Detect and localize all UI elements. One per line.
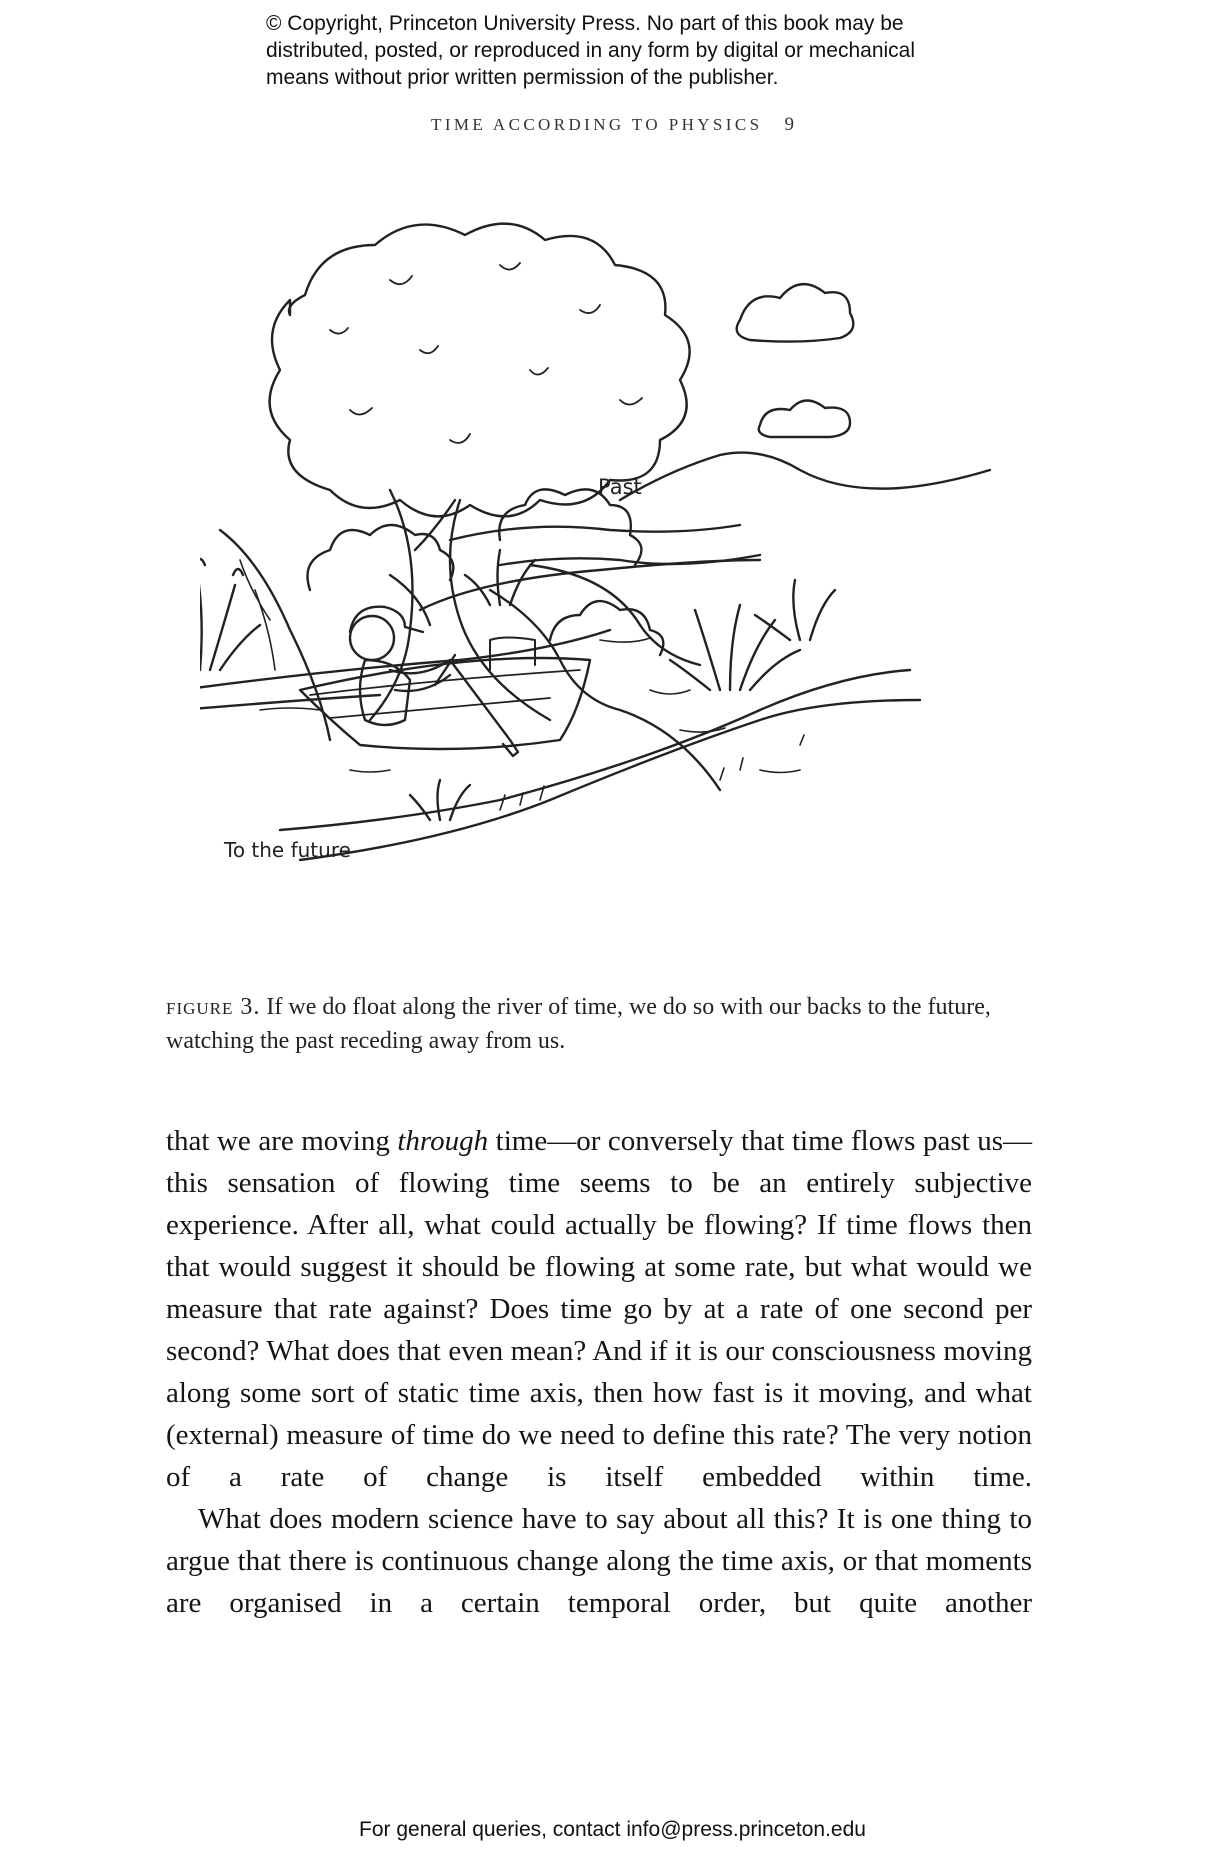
text-run: time—or conversely that time flows past us—this sensation of flowing time seems to be an entirely subjective experience. After all, what could actually be flowing? If time flows then that would suggest it should be flowing at some rate, but what would we measure that rate against? Does time go by at a rate of one second per second? What does that even mean? And if it is our consciousness moving along some sort of static time axis, then how fast is it moving, and what (external) measure of time do we need to define this rate? The very notion of a rate of change is itself embedded within time. (166, 1125, 1032, 1493)
body-text (166, 1120, 1032, 1624)
bush (550, 601, 663, 655)
foreground-bank (280, 670, 910, 830)
italic-run: through (397, 1125, 489, 1157)
page-number: 9 (784, 114, 794, 135)
copyright-line: © Copyright, Princeton University Press. No part of this book may be (266, 12, 904, 35)
grass-clump (465, 550, 535, 605)
copyright-notice (266, 10, 1026, 91)
running-head-title: TIME ACCORDING TO PHYSICS (431, 115, 763, 134)
bush (308, 525, 454, 590)
copyright-line: distributed, posted, or reproduced in any form by digital or mechanical (266, 39, 916, 62)
caption-label: figure 3. (166, 994, 261, 1020)
reeds (200, 559, 260, 670)
river-bank (420, 560, 760, 610)
caption-text: If we do float along the river of time, we do so with our backs to the future, watching the past receding away from us. (166, 994, 991, 1054)
footer-contact: For general queries, contact info@press.princeton.edu (359, 1818, 866, 1841)
cloud (759, 400, 850, 437)
river-bank (500, 555, 760, 565)
river-bank (450, 525, 740, 540)
paragraph: What does modern science have to say about all this? It is one thing to argue that there is continuous change along the time axis, or that moments are organised in a certain temporal order, but quite another (166, 1503, 1032, 1619)
river-bank (490, 590, 720, 790)
text-run: that we are moving (166, 1125, 398, 1157)
copyright-line: means without prior written permission of the publisher. (266, 66, 779, 89)
figure-illustration (200, 170, 1000, 980)
grass-clump (670, 605, 800, 690)
rower-head (350, 616, 394, 660)
running-head (0, 114, 1225, 136)
tree-canopy (270, 224, 690, 517)
cloud (737, 284, 854, 341)
label-past: Past (598, 475, 642, 499)
paragraph (166, 1120, 1032, 1498)
mountain-outline (620, 453, 990, 500)
label-to-the-future: To the future (224, 838, 351, 862)
figure-caption (166, 990, 1046, 1058)
